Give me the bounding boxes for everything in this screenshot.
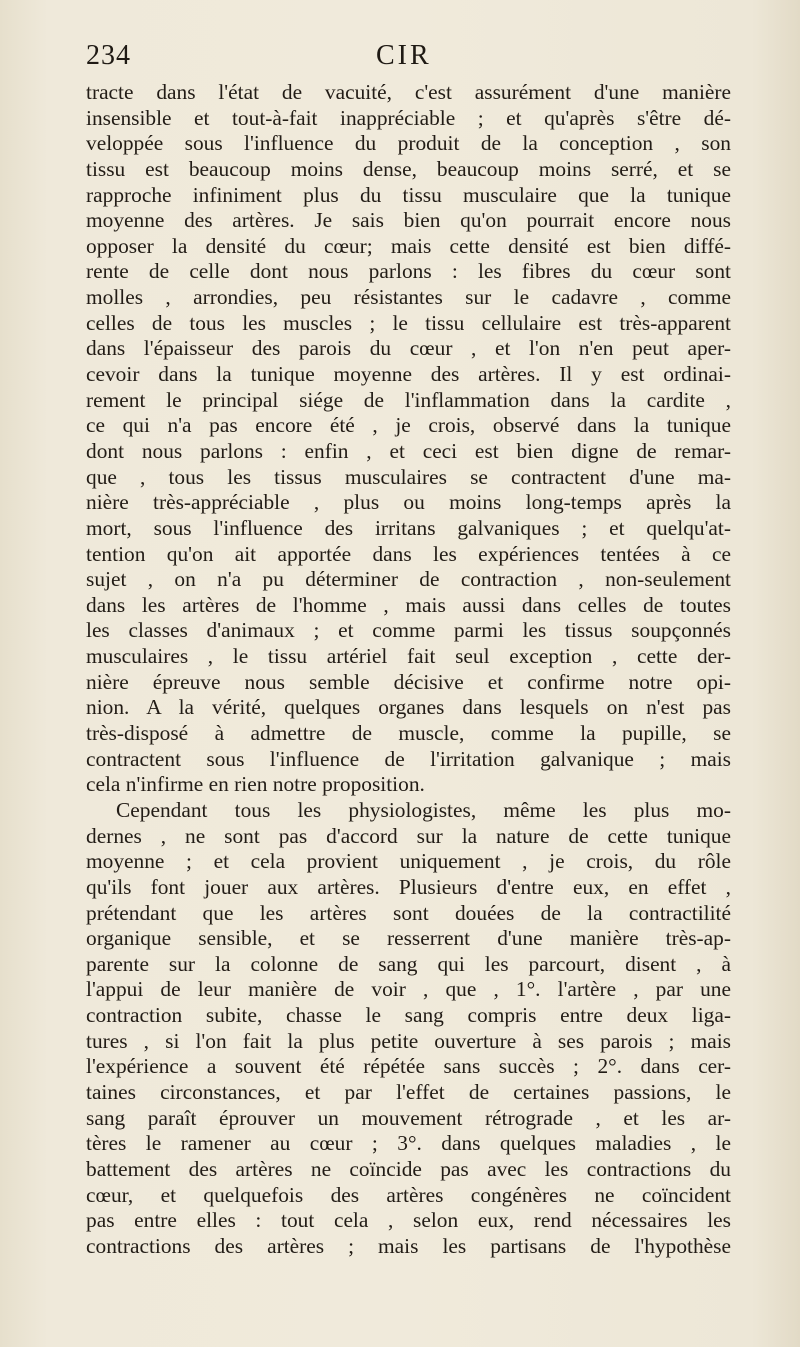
page-header bbox=[86, 36, 736, 76]
text-line: pas entre elles : tout cela , selon eux, rend nécessaires les bbox=[86, 1208, 731, 1233]
text-line: mort, sous l'influence des irritans galvaniques ; et quelqu'at- bbox=[86, 515, 731, 540]
text-line: battement des artères ne coïncide pas avec les contractions du bbox=[86, 1156, 731, 1181]
text-line: qu'ils font jouer aux artères. Plusieurs d'entre eux, en effet , bbox=[86, 874, 731, 899]
text-line: sujet , on n'a pu déterminer de contraction , non-seulement bbox=[86, 567, 731, 592]
text-line: les classes d'animaux ; et comme parmi les tissus soupçonnés bbox=[86, 618, 731, 643]
text-line: cœur, et quelquefois des artères congénères ne coïncident bbox=[86, 1182, 731, 1207]
text-line: tention qu'on ait apportée dans les expériences tentées à ce bbox=[86, 541, 731, 566]
text-line: dernes , ne sont pas d'accord sur la nature de cette tunique bbox=[86, 823, 731, 848]
text-line: tracte dans l'état de vacuité, c'est assurément d'une manière bbox=[86, 80, 731, 104]
text-line: insensible et tout-à-fait inappréciable ; et qu'après s'être dé- bbox=[86, 105, 731, 130]
text-line: nion. A la vérité, quelques organes dans lesquels on n'est pas bbox=[86, 695, 731, 720]
text-line: très-disposé à admettre de muscle, comme la pupille, se bbox=[86, 721, 731, 746]
text-line: contractent sous l'influence de l'irritation galvanique ; mais bbox=[86, 746, 731, 771]
text-line: ce qui n'a pas encore été , je crois, observé dans la tunique bbox=[86, 413, 731, 438]
text-line: dans les artères de l'homme , mais aussi dans celles de toutes bbox=[86, 592, 731, 617]
text-line: rente de celle dont nous parlons : les fibres du cœur sont bbox=[86, 259, 731, 284]
text-line: contraction subite, chasse le sang compris entre deux liga- bbox=[86, 1003, 731, 1028]
text-line: dont nous parlons : enfin , et ceci est bien digne de remar- bbox=[86, 438, 731, 463]
text-line: moyenne ; et cela provient uniquement , je crois, du rôle bbox=[86, 849, 731, 874]
text-line: rement le principal siége de l'inflammation dans la cardite , bbox=[86, 387, 731, 412]
text-line: rapproche infiniment plus du tissu musculaire que la tunique bbox=[86, 182, 731, 207]
text-line: veloppée sous l'influence du produit de la conception , son bbox=[86, 131, 731, 156]
text-line: tères le ramener au cœur ; 3°. dans quelques maladies , le bbox=[86, 1131, 731, 1156]
text-line: opposer la densité du cœur; mais cette densité est bien diffé- bbox=[86, 233, 731, 258]
text-line: celles de tous les muscles ; le tissu cellulaire est très-apparent bbox=[86, 310, 731, 335]
text-line: l'expérience a souvent été répétée sans succès ; 2°. dans cer- bbox=[86, 1054, 731, 1079]
text-line: dans l'épaisseur des parois du cœur , et l'on n'en peut aper- bbox=[86, 336, 731, 361]
text-line: molles , arrondies, peu résistantes sur le cadavre , comme bbox=[86, 285, 731, 310]
text-line: cela n'infirme en rien notre proposition. bbox=[86, 772, 425, 797]
text-line: organique sensible, et se resserrent d'une manière très-ap- bbox=[86, 926, 731, 951]
text-line: taines circonstances, et par l'effet de certaines passions, le bbox=[86, 1079, 731, 1104]
text-line: que , tous les tissus musculaires se contractent d'une ma- bbox=[86, 464, 731, 489]
text-line: Cependant tous les physiologistes, même les plus mo- bbox=[116, 797, 731, 822]
text-line: prétendant que les artères sont douées de la contractilité bbox=[86, 900, 731, 925]
running-head: CIR bbox=[376, 40, 432, 71]
text-line: parente sur la colonne de sang qui les parcourt, disent , à bbox=[86, 951, 731, 976]
text-line: musculaires , le tissu artériel fait seul exception , cette der- bbox=[86, 644, 731, 669]
body-text bbox=[86, 80, 731, 1259]
text-line: contractions des artères ; mais les partisans de l'hypothèse bbox=[86, 1233, 731, 1258]
text-line: l'appui de leur manière de voir , que , 1°. l'artère , par une bbox=[86, 977, 731, 1002]
page-number: 234 bbox=[86, 40, 131, 71]
text-line: moyenne des artères. Je sais bien qu'on pourrait encore nous bbox=[86, 208, 731, 233]
text-line: tissu est beaucoup moins dense, beaucoup moins serré, et se bbox=[86, 156, 731, 181]
text-line: cevoir dans la tunique moyenne des artères. Il y est ordinai- bbox=[86, 362, 731, 387]
text-line: nière très-appréciable , plus ou moins long-temps après la bbox=[86, 490, 731, 515]
text-line: tures , si l'on fait la plus petite ouverture à ses parois ; mais bbox=[86, 1028, 731, 1053]
paragraph bbox=[86, 80, 731, 798]
text-line: nière épreuve nous semble décisive et confirme notre opi- bbox=[86, 669, 731, 694]
paragraph bbox=[86, 798, 731, 1260]
text-line: sang paraît éprouver un mouvement rétrograde , et les ar- bbox=[86, 1105, 731, 1130]
